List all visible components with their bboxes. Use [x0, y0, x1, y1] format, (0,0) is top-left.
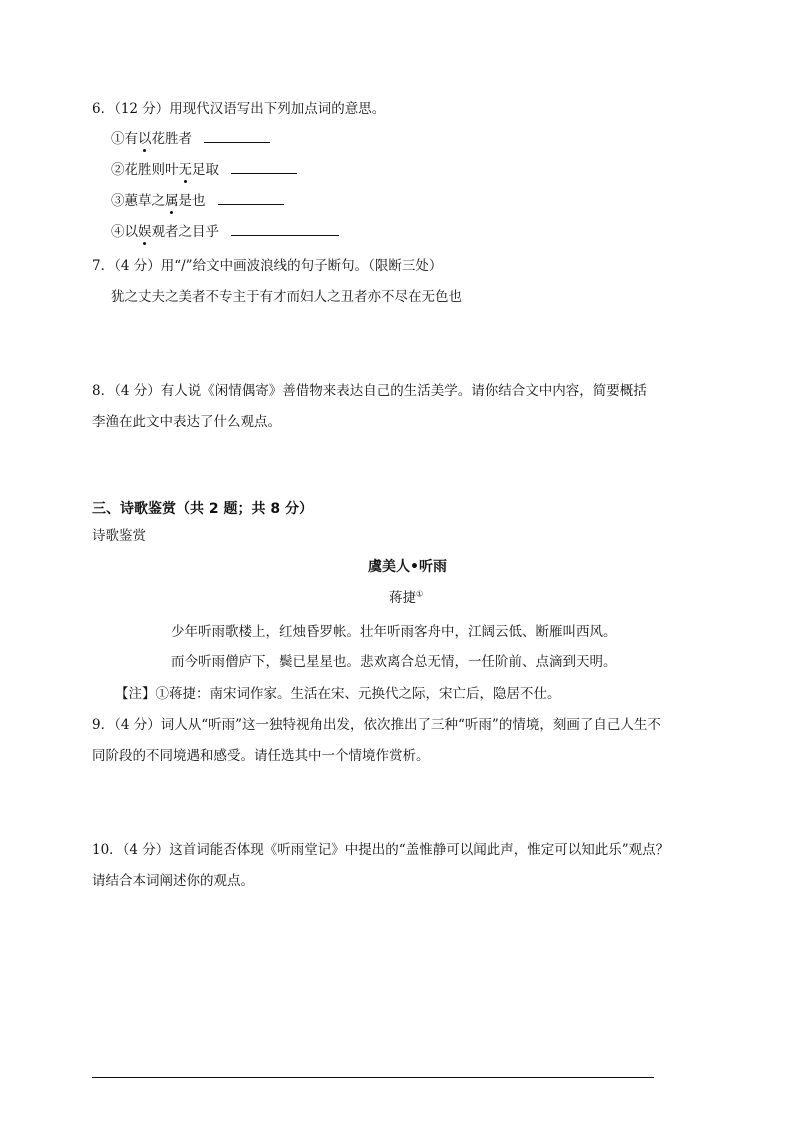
answer-blank[interactable] — [204, 128, 270, 143]
question-6-item-4 — [111, 220, 339, 240]
item-number: ① — [111, 131, 125, 147]
poem-title: 虞美人•听雨 — [368, 559, 447, 575]
item-text-pre: 有 — [124, 131, 138, 147]
item-number: ④ — [111, 224, 125, 240]
answer-blank[interactable] — [231, 221, 339, 236]
question-7-sentence: 犹之丈夫之美者不专主于有才而妇人之丑者亦不尽在无色也 — [111, 289, 462, 305]
question-6-item-2 — [111, 158, 297, 178]
question-9-line-2: 同阶段的不同境遇和感受。请任选其中一个情境作赏析。 — [92, 748, 430, 764]
answer-blank[interactable] — [218, 190, 284, 205]
question-6-stem: 6．（12 分）用现代汉语写出下列加点词的意思。 — [92, 101, 386, 117]
dotted-word: 娱 — [138, 224, 152, 240]
question-10-line-2: 请结合本词阐述你的观点。 — [92, 873, 254, 889]
item-text-post: 足取 — [192, 162, 219, 178]
section-3-title: 三、诗歌鉴赏（共 2 题；共 8 分） — [92, 501, 313, 517]
item-text-pre: 花胜则叶 — [124, 162, 179, 178]
item-text-pre: 以 — [124, 224, 138, 240]
footnote-mark: ① — [416, 589, 424, 599]
question-6-item-3 — [111, 189, 284, 209]
footer-divider — [92, 1077, 654, 1078]
item-text-post: 花胜者 — [151, 131, 192, 147]
poem-note: 【注】①蒋捷：南宋词作家。生活在宋、元换代之际，宋亡后，隐居不仕。 — [115, 686, 561, 702]
question-6-item-1 — [111, 127, 270, 147]
question-9-line-1: 9．（4 分）词人从“听雨”这一独特视角出发，依次推出了三种“听雨”的情境，刻画了自己人生不 — [92, 717, 661, 733]
item-text-post: 是也 — [178, 193, 206, 209]
author-name: 蒋捷 — [389, 590, 416, 606]
poem-line-1: 少年听雨歌楼上，红烛昏罗帐。壮年听雨客舟中，江阔云低、断雁叫西风。 — [171, 624, 617, 640]
answer-blank[interactable] — [231, 159, 297, 174]
question-10-line-1: 10．（4 分）这首词能否体现《听雨堂记》中提出的“盖惟静可以闻此声，惟定可以知此乐”观点？ — [92, 842, 670, 858]
poem-line-2: 而今听雨僧庐下，鬓已星星也。悲欢离合总无情，一任阶前、点滴到天明。 — [171, 654, 617, 670]
item-number: ③ — [111, 193, 125, 209]
question-7-stem: 7．（4 分）用“/”给文中画波浪线的句子断句。（限断三处） — [92, 258, 443, 274]
question-8-line-1: 8．（4 分）有人说《闲情偶寄》善借物来表达自己的生活美学。请你结合文中内容，简要概括 — [92, 383, 647, 399]
dotted-word: 以 — [138, 131, 152, 147]
question-8-line-2: 李渔在此文中表达了什么观点。 — [92, 414, 281, 430]
section-3-subtitle: 诗歌鉴赏 — [92, 528, 146, 544]
dotted-word: 属 — [165, 193, 179, 209]
item-text-post: 观者之目乎 — [151, 224, 219, 240]
poem-author — [389, 586, 423, 606]
item-number: ② — [111, 162, 125, 178]
dotted-word: 无 — [178, 162, 192, 178]
item-text-pre: 蕙草之 — [124, 193, 165, 209]
